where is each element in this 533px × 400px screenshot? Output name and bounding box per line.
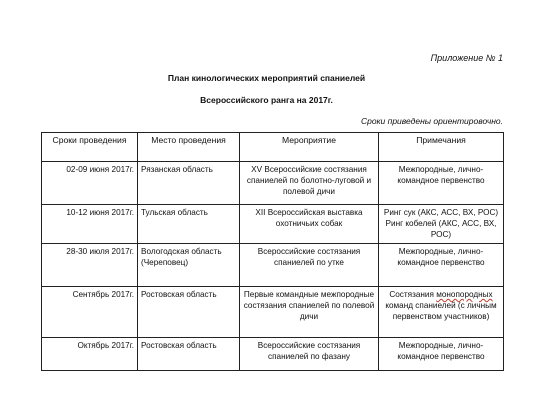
event-place: Вологодская область (Череповец)	[138, 244, 240, 287]
column-header-event: Мероприятие	[240, 133, 379, 162]
events-table	[41, 132, 504, 371]
document-subtitle: Всероссийского ранга на 2017г.	[200, 95, 333, 105]
appendix-label: Приложение № 1	[430, 53, 503, 63]
event-date: Октябрь 2017г.	[42, 338, 138, 371]
table-row	[42, 244, 504, 287]
remark-part: Состязания	[389, 290, 434, 299]
event-date: 28-30 июля 2017г.	[42, 244, 138, 287]
table-row	[42, 162, 504, 205]
event-place: Тульская область	[138, 205, 240, 244]
event-date: 02-09 июня 2017г.	[42, 162, 138, 205]
event-name: XV Всероссийские состязания спаниелей по болотно-луговой и полевой дичи	[240, 162, 379, 205]
document-title: План кинологических мероприятий спаниелей	[167, 73, 366, 83]
table-row	[42, 287, 504, 338]
event-remark: Межпородные, лично-командное первенство	[379, 338, 504, 371]
event-name: Всероссийские состязания спаниелей по утке	[240, 244, 379, 287]
column-header-remarks: Примечания	[379, 133, 504, 162]
event-name: Первые командные межпородные состязания спаниелей по полевой дичи	[240, 287, 379, 338]
table-row	[42, 205, 504, 244]
table-row	[42, 338, 504, 371]
remark-part: команд спаниелей (с личным первенством участников)	[385, 301, 497, 321]
event-place: Ростовская область	[138, 338, 240, 371]
event-remark	[379, 287, 504, 338]
event-name: Всероссийские состязания спаниелей по фазану	[240, 338, 379, 371]
remark-part-underlined: монопородных	[436, 290, 493, 299]
column-header-place: Место проведения	[138, 133, 240, 162]
event-place: Ростовская область	[138, 287, 240, 338]
event-remark	[379, 205, 504, 244]
table-header-row	[42, 133, 504, 162]
event-remark: Межпородные, лично-командное первенство	[379, 162, 504, 205]
dates-note: Сроки приведены ориентировочно.	[360, 116, 503, 126]
event-remark: Межпородные, лично-командное первенство	[379, 244, 504, 287]
remark-ring-females: Ринг сук (АКС, АСС, ВХ, РОС)	[383, 208, 499, 217]
column-header-dates: Сроки проведения	[42, 133, 138, 162]
remark-ring-males: Ринг кобелей (АКС, АСС, ВХ, РОС)	[385, 219, 497, 239]
event-date: 10-12 июня 2017г.	[42, 205, 138, 244]
event-date: Сентябрь 2017г.	[42, 287, 138, 338]
event-place: Рязанская область	[138, 162, 240, 205]
event-name: XII Всероссийская выставка охотничьих собак	[240, 205, 379, 244]
